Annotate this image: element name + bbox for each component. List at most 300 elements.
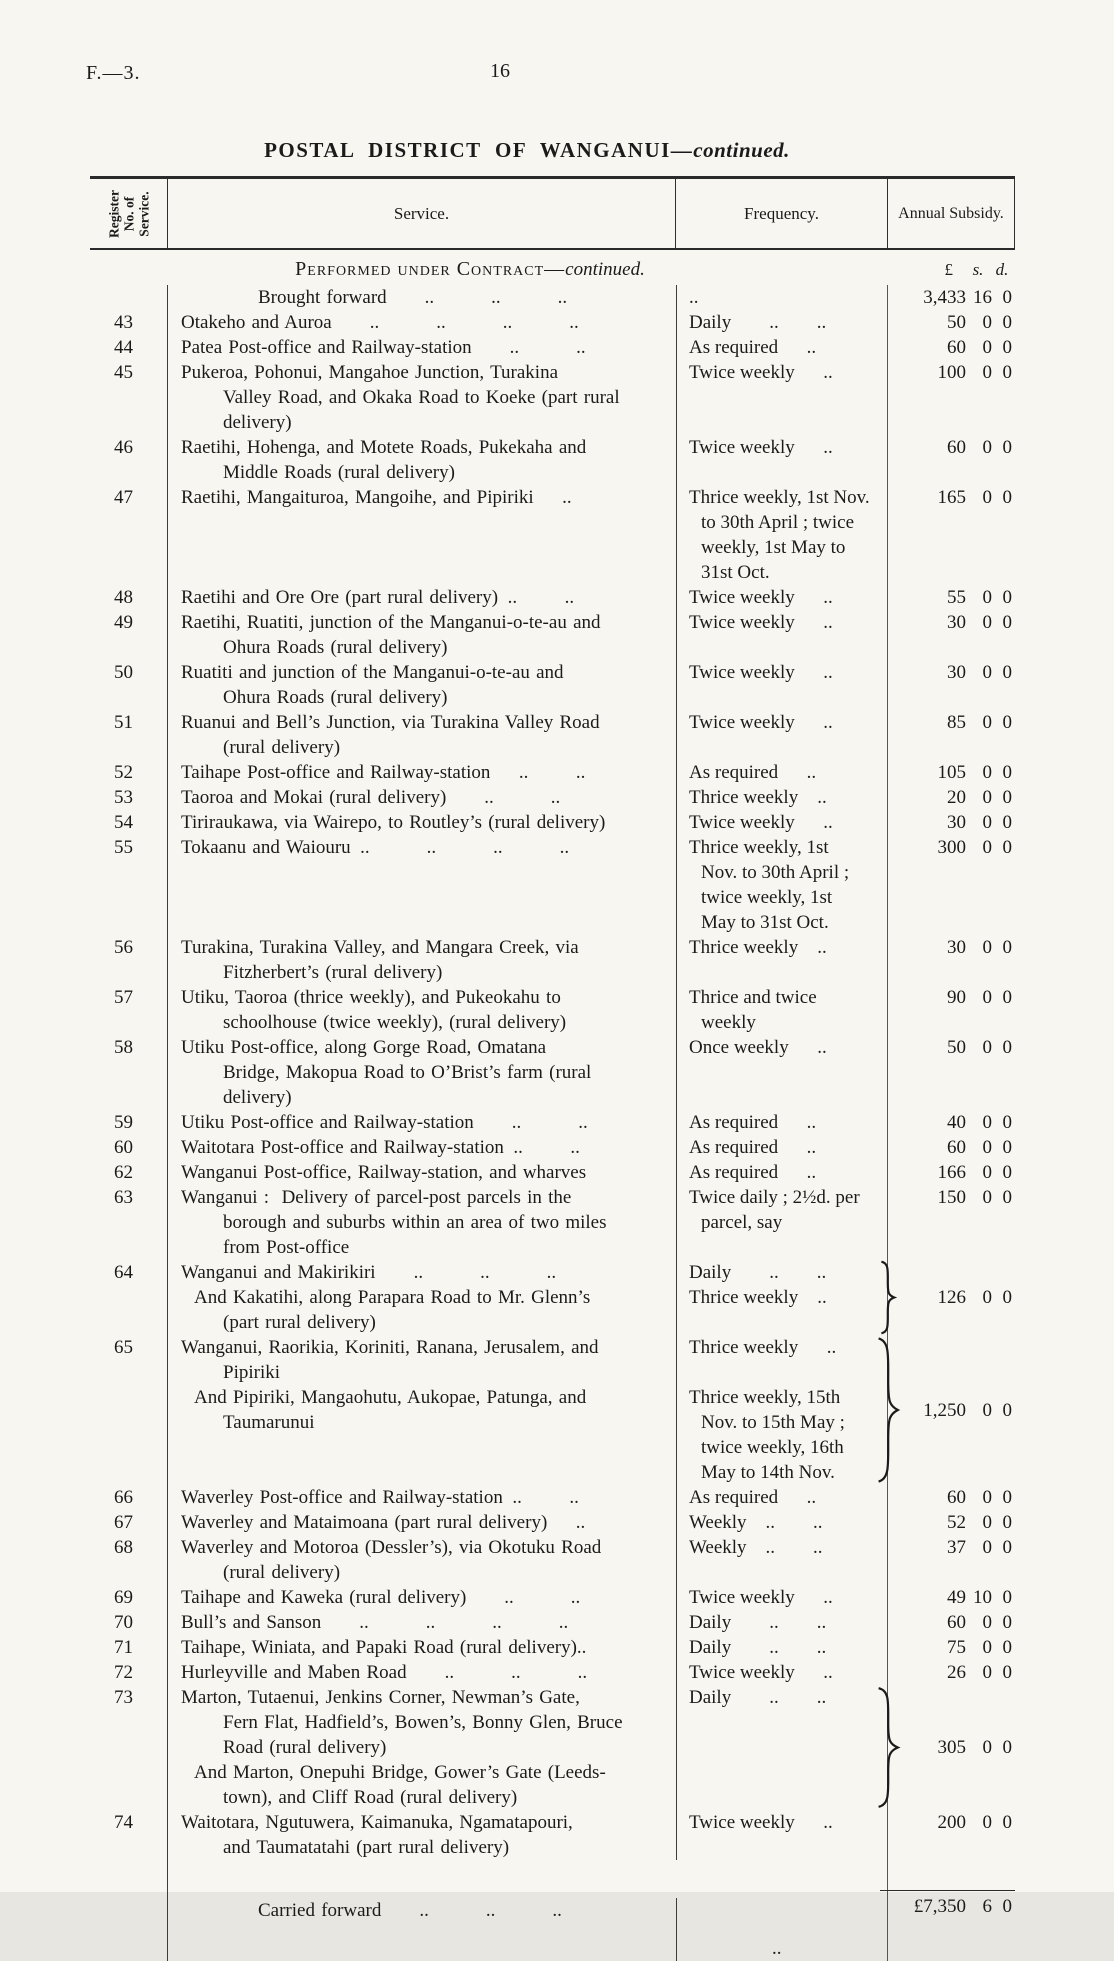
- frequency-text: As required ..: [676, 1110, 888, 1135]
- amount-pounds: 85: [947, 712, 966, 733]
- row-entry: [168, 1160, 887, 1185]
- register-header-rotated-label: Register No. of Service.: [106, 189, 151, 238]
- amount-pence: 0: [1002, 837, 1012, 858]
- register-number: 52: [114, 762, 133, 783]
- table-row: [90, 660, 1015, 710]
- amount-pounds: 50: [947, 1037, 966, 1058]
- table-body: [90, 250, 1015, 1961]
- row-entries: [167, 360, 887, 435]
- currency-header: [887, 257, 1015, 282]
- amount-shillings: 0: [982, 1662, 992, 1683]
- amount: [888, 360, 1015, 385]
- frequency-text: Once weekly ..: [676, 1035, 888, 1110]
- register-number: 64: [114, 1262, 133, 1283]
- amount-pence: 0: [1002, 1737, 1012, 1758]
- amount-cell: [887, 835, 1015, 935]
- row-entry: [168, 1285, 887, 1335]
- amount-pounds: £7,350: [913, 1896, 966, 1917]
- amount-pounds: 30: [947, 812, 966, 833]
- amount-pence: 0: [1002, 312, 1012, 333]
- amount-shillings: 0: [982, 1037, 992, 1058]
- amount-cell: [887, 1535, 1015, 1585]
- table-row: [90, 1660, 1015, 1685]
- row-entries: [167, 435, 887, 485]
- table-row: [90, 1135, 1015, 1160]
- amount-pounds: 105: [937, 762, 966, 783]
- page-number: 16: [490, 60, 510, 82]
- amount-pence: 0: [1002, 987, 1012, 1008]
- amount-pounds: 30: [947, 612, 966, 633]
- register-number: 67: [114, 1512, 133, 1533]
- register-number: 68: [114, 1537, 133, 1558]
- service-text: Turakina, Turakina Valley, and Mangara Creek, via Fitzherbert’s (rural delivery): [181, 937, 579, 983]
- row-entries: [167, 485, 887, 585]
- amount: [888, 810, 1015, 835]
- table-row: [90, 310, 1015, 335]
- frequency-text: Twice weekly ..: [676, 710, 888, 760]
- amount-cell: [887, 1035, 1015, 1110]
- amount-pence: 0: [1002, 437, 1012, 458]
- amount-cell: [887, 1685, 1015, 1810]
- amount-cell: [887, 785, 1015, 810]
- amount: [888, 1894, 1015, 1919]
- amount-cell: [887, 760, 1015, 785]
- row-entries: [167, 310, 887, 335]
- amount-pence: 0: [1002, 487, 1012, 508]
- amount-pounds: 55: [947, 587, 966, 608]
- column-header-service: Service.: [167, 179, 675, 248]
- row-entries: [167, 1260, 887, 1335]
- amount-pounds: 305: [937, 1737, 966, 1758]
- grouping-brace-icon: [879, 1261, 895, 1334]
- amount: [888, 1510, 1015, 1535]
- amount-cell: [887, 1660, 1015, 1685]
- column-header-frequency: Frequency.: [675, 179, 887, 248]
- amount: [888, 1135, 1015, 1160]
- frequency-text: Twice weekly ..: [676, 1660, 888, 1685]
- register-number: 66: [114, 1487, 133, 1508]
- table-row: [90, 1035, 1015, 1110]
- amount-pounds: 1,250: [923, 1399, 966, 1421]
- service-text: Waverley Post-office and Railway-station .. ..: [181, 1487, 579, 1508]
- row-entries: [167, 1335, 887, 1485]
- row-entries: [167, 1810, 887, 1860]
- row-entries: [167, 1510, 887, 1535]
- frequency-text: Thrice weekly ..: [676, 935, 888, 985]
- amount-pounds: 30: [947, 662, 966, 683]
- amount-shillings: 16: [973, 287, 992, 308]
- service-text: Taihape Post-office and Railway-station .. ..: [181, 762, 586, 783]
- table-row: [90, 1160, 1015, 1185]
- service-text: Taihape and Kaweka (rural delivery) .. ..: [181, 1587, 581, 1608]
- amount-pence: 0: [1002, 812, 1012, 833]
- amount-pounds: 52: [947, 1512, 966, 1533]
- service-text: Wanganui Post-office, Railway-station, and wharves: [181, 1162, 587, 1183]
- row-entry: [168, 1810, 887, 1860]
- amount-shillings: 0: [982, 1537, 992, 1558]
- row-entries: [167, 1860, 887, 1961]
- amount-pence: 0: [1002, 712, 1012, 733]
- service-text: Patea Post-office and Railway-station .. ..: [181, 337, 586, 358]
- table-row: [90, 1685, 1015, 1810]
- register-number: 44: [114, 337, 133, 358]
- register-number: 69: [114, 1587, 133, 1608]
- amount-pounds: 60: [947, 337, 966, 358]
- row-entry: [168, 310, 887, 335]
- amount-pounds: 60: [947, 1487, 966, 1508]
- frequency-text: Daily .. ..: [676, 1610, 888, 1635]
- table-row: [90, 1610, 1015, 1635]
- row-entry: [168, 1510, 887, 1535]
- row-entry: [168, 360, 887, 435]
- amount-cell: [887, 360, 1015, 435]
- amount-pence: 0: [1002, 1162, 1012, 1183]
- frequency-text: Thrice weekly ..: [676, 785, 888, 810]
- amount-cell: [887, 1185, 1015, 1260]
- amount-pounds: 200: [937, 1812, 966, 1833]
- amount-shillings: 0: [982, 662, 992, 683]
- section-heading: [167, 257, 887, 282]
- table-row: [90, 1110, 1015, 1135]
- service-text: Ruatiti and junction of the Manganui-o-te-au and Ohura Roads (rural delivery): [181, 662, 564, 708]
- frequency-text: As required ..: [676, 1160, 888, 1185]
- page-title-main: POSTAL DISTRICT OF WANGANUI—: [264, 138, 694, 162]
- amount-pence: 0: [1002, 937, 1012, 958]
- frequency-text: Thrice weekly ..: [676, 1335, 888, 1385]
- amount-cell: [887, 1510, 1015, 1535]
- row-entries: [167, 935, 887, 985]
- row-entries: [167, 810, 887, 835]
- service-text: Otakeho and Auroa .. .. .. ..: [181, 312, 579, 333]
- frequency-text: Daily .. ..: [676, 310, 888, 335]
- amount-shillings: 0: [982, 812, 992, 833]
- amount-cell: [887, 985, 1015, 1035]
- page-title-continued: continued.: [693, 138, 790, 162]
- amount-pence: 0: [1002, 362, 1012, 383]
- amount-shillings: 0: [982, 1187, 992, 1208]
- register-number: 74: [114, 1812, 133, 1833]
- service-text: Wanganui : Delivery of parcel-post parcels in the borough and suburbs within an area of two miles from Post-office: [181, 1187, 607, 1258]
- amount-cell: [887, 1135, 1015, 1160]
- amount-cell: [887, 610, 1015, 660]
- table-row: [90, 585, 1015, 610]
- amount-cell: [887, 660, 1015, 710]
- row-entries: [167, 710, 887, 760]
- row-entries: [167, 660, 887, 710]
- frequency-text: As required ..: [676, 760, 888, 785]
- service-text: Waitotara Post-office and Railway-station .. ..: [181, 1137, 580, 1158]
- frequency-text: Thrice weekly ..: [676, 1285, 888, 1335]
- amount-shillings: 0: [982, 487, 992, 508]
- register-number: 65: [114, 1337, 133, 1358]
- register-number: 50: [114, 662, 133, 683]
- amount-shillings: 0: [982, 587, 992, 608]
- frequency-text: Twice daily ; 2½d. per parcel, say: [676, 1185, 888, 1260]
- table-row: [90, 1260, 1015, 1335]
- row-entry: [168, 985, 887, 1035]
- row-entry: [168, 1110, 887, 1135]
- amount-pounds: 60: [947, 1612, 966, 1633]
- amount-shillings: 0: [982, 1487, 992, 1508]
- column-header-register: [90, 179, 167, 248]
- amount: [888, 1735, 1015, 1760]
- amount-shillings: 0: [982, 837, 992, 858]
- register-number: 45: [114, 362, 133, 383]
- frequency-text: Thrice weekly, 15th Nov. to 15th May ; twice weekly, 16th May to 14th Nov.: [676, 1385, 888, 1485]
- amount: [888, 1485, 1015, 1510]
- row-entry: [168, 285, 887, 310]
- amount-cell: [887, 435, 1015, 485]
- amount-pounds: 60: [947, 1137, 966, 1158]
- amount-pounds: 300: [937, 837, 966, 858]
- row-entries: [167, 1660, 887, 1685]
- amount-cell: [887, 1110, 1015, 1135]
- service-text: Raetihi and Ore Ore (part rural delivery) .. ..: [181, 587, 575, 608]
- amount-cell: [887, 1585, 1015, 1610]
- row-entry: [168, 335, 887, 360]
- service-text: Marton, Tutaenui, Jenkins Corner, Newman’s Gate, Fern Flat, Hadfield’s, Bowen’s, Bonny Glen, Bruce Road (rural delivery): [181, 1687, 623, 1758]
- amount-pounds: 166: [937, 1162, 966, 1183]
- register-number: 53: [114, 787, 133, 808]
- amount-pounds: 150: [937, 1187, 966, 1208]
- row-entry: [168, 485, 887, 585]
- register-number: 54: [114, 812, 133, 833]
- amount-pence: 0: [1002, 762, 1012, 783]
- table-row: [90, 335, 1015, 360]
- register-number: 56: [114, 937, 133, 958]
- amount-pounds: 20: [947, 787, 966, 808]
- row-entries: [167, 1035, 887, 1110]
- register-number: 63: [114, 1187, 133, 1208]
- amount: [888, 335, 1015, 360]
- amount: [888, 485, 1015, 510]
- frequency-text: Thrice weekly, 1st Nov. to 30th April ; twice weekly, 1st May to 31st Oct.: [676, 835, 888, 935]
- amount-pence: 0: [1002, 1812, 1012, 1833]
- frequency-text: ..: [676, 1898, 888, 1961]
- table-row: [90, 1185, 1015, 1260]
- row-entry: [168, 810, 887, 835]
- register-number: 49: [114, 612, 133, 633]
- frequency-text: Twice weekly ..: [676, 360, 888, 435]
- register-number: 47: [114, 487, 133, 508]
- row-entries: [167, 760, 887, 785]
- amount-pounds: 60: [947, 437, 966, 458]
- table-row: [90, 1860, 1015, 1961]
- service-text: Utiku Post-office, along Gorge Road, Omatana Bridge, Makopua Road to O’Brist’s farm (rural delivery): [181, 1037, 592, 1108]
- amount-pence: 0: [1002, 587, 1012, 608]
- amount-shillings: 0: [982, 1399, 992, 1421]
- register-number: 48: [114, 587, 133, 608]
- service-text: Tiriraukawa, via Wairepo, to Routley’s (rural delivery): [181, 812, 606, 833]
- service-text: Wanganui, Raorikia, Koriniti, Ranana, Jerusalem, and Pipiriki: [181, 1337, 599, 1383]
- amount-pounds: 90: [947, 987, 966, 1008]
- register-number: 73: [114, 1687, 133, 1708]
- amount-cell: [887, 1260, 1015, 1335]
- table-row: [90, 1535, 1015, 1585]
- amount-shillings: 0: [982, 987, 992, 1008]
- row-entries: [167, 610, 887, 660]
- table-row: [90, 1810, 1015, 1860]
- frequency-text: ..: [676, 285, 888, 310]
- amount: [888, 760, 1015, 785]
- amount-pounds: 75: [947, 1637, 966, 1658]
- row-entries: [167, 1485, 887, 1510]
- amount-cell: [887, 1485, 1015, 1510]
- amount-pence: 0: [1002, 1112, 1012, 1133]
- frequency-text: [676, 1760, 888, 1810]
- row-entries: [167, 1685, 887, 1810]
- amount: [888, 1285, 1015, 1310]
- row-entries: [167, 1160, 887, 1185]
- register-number: 55: [114, 837, 133, 858]
- service-text: Utiku Post-office and Railway-station .. ..: [181, 1112, 588, 1133]
- service-text: Raetihi, Ruatiti, junction of the Manganui-o-te-au and Ohura Roads (rural delivery): [181, 612, 601, 658]
- service-text: And Kakatihi, along Parapara Road to Mr. Glenn’s (part rural delivery): [194, 1287, 591, 1333]
- row-entries: [167, 1535, 887, 1585]
- service-text: Ruanui and Bell’s Junction, via Turakina Valley Road (rural delivery): [181, 712, 600, 758]
- frequency-text: Twice weekly ..: [676, 1810, 888, 1860]
- row-entry: [168, 585, 887, 610]
- row-entries: [167, 1110, 887, 1135]
- amount-pence: 0: [1002, 1137, 1012, 1158]
- table-row: [90, 285, 1015, 310]
- table-header: [90, 176, 1015, 250]
- amount: [888, 1660, 1015, 1685]
- shillings-symbol: s.: [972, 260, 984, 279]
- row-entries: [167, 285, 887, 310]
- amount-cell: [887, 1860, 1015, 1961]
- row-entry: [168, 1898, 887, 1961]
- amount-cell: [887, 935, 1015, 985]
- section-heading-continued: continued.: [565, 259, 645, 280]
- carry-label: Brought forward .. .. ..: [258, 287, 568, 308]
- service-text: Pukeroa, Pohonui, Mangahoe Junction, Turakina Valley Road, and Okaka Road to Koeke (part rural delivery): [181, 362, 620, 433]
- register-number: [90, 285, 167, 310]
- amount-pence: 0: [1002, 1662, 1012, 1683]
- amount: [888, 435, 1015, 460]
- table-row: [90, 835, 1015, 935]
- amount-pence: 0: [1002, 1896, 1012, 1917]
- row-entry: [168, 1685, 887, 1760]
- row-entry: [168, 1035, 887, 1110]
- amount: [888, 1610, 1015, 1635]
- frequency-text: Twice weekly ..: [676, 1585, 888, 1610]
- service-text: Taihape, Winiata, and Papaki Road (rural delivery)..: [181, 1637, 587, 1658]
- amount-cell: [887, 485, 1015, 585]
- amount: [888, 1185, 1015, 1210]
- page-title: [0, 138, 1054, 163]
- row-entry: [168, 1185, 887, 1260]
- service-text: Utiku, Taoroa (thrice weekly), and Pukeokahu to schoolhouse (twice weekly), (rural delivery): [181, 987, 567, 1033]
- service-text: Raetihi, Hohenga, and Motete Roads, Pukekaha and Middle Roads (rural delivery): [181, 437, 587, 483]
- amount-shillings: 0: [982, 1162, 992, 1183]
- table-row: [90, 710, 1015, 760]
- amount-pence: 0: [1002, 1587, 1012, 1608]
- row-entry: [168, 1385, 887, 1485]
- amount-pounds: 30: [947, 937, 966, 958]
- row-entry: [168, 1660, 887, 1685]
- amount: [888, 310, 1015, 335]
- table-row: [90, 1585, 1015, 1610]
- amount-shillings: 0: [982, 362, 992, 383]
- amount-pounds: 49: [947, 1587, 966, 1608]
- row-entry: [168, 1135, 887, 1160]
- grouping-brace-icon: [875, 1337, 899, 1483]
- frequency-text: Daily .. ..: [676, 1685, 888, 1760]
- frequency-text: Twice weekly ..: [676, 610, 888, 660]
- amount-pounds: 40: [947, 1112, 966, 1133]
- service-text: Waverley and Mataimoana (part rural delivery) ..: [181, 1512, 586, 1533]
- amount: [888, 835, 1015, 860]
- amount: [888, 585, 1015, 610]
- service-text: Tokaanu and Waiouru .. .. .. ..: [181, 837, 570, 858]
- frequency-text: Weekly .. ..: [676, 1510, 888, 1535]
- amount-pence: 0: [1002, 1187, 1012, 1208]
- amount-shillings: 0: [982, 1612, 992, 1633]
- amount-pence: 0: [1002, 1399, 1012, 1421]
- amount-cell: [887, 335, 1015, 360]
- amount-pence: 0: [1002, 787, 1012, 808]
- table-row: [90, 610, 1015, 660]
- amount-pence: 0: [1002, 1037, 1012, 1058]
- amount-pence: 0: [1002, 1637, 1012, 1658]
- amount: [888, 1810, 1015, 1835]
- amount-shillings: 0: [982, 712, 992, 733]
- amount: [888, 935, 1015, 960]
- amount-cell: [887, 710, 1015, 760]
- amount: [888, 660, 1015, 685]
- table-row: [90, 760, 1015, 785]
- amount-pence: 0: [1002, 612, 1012, 633]
- frequency-text: Weekly .. ..: [676, 1535, 888, 1585]
- row-entries: [167, 1635, 887, 1660]
- amount-pence: 0: [1002, 662, 1012, 683]
- amount-cell: [887, 810, 1015, 835]
- row-entries: [167, 835, 887, 935]
- register-number: 57: [114, 987, 133, 1008]
- rows-container: [90, 285, 1015, 1961]
- amount-shillings: 0: [982, 1512, 992, 1533]
- service-text: Waverley and Motoroa (Dessler’s), via Okotuku Road (rural delivery): [181, 1537, 602, 1583]
- sheet-reference: F.—3.: [86, 62, 141, 84]
- service-text: Bull’s and Sanson .. .. .. ..: [181, 1612, 569, 1633]
- row-entry: [168, 1635, 887, 1660]
- column-header-annual-subsidy: Annual Subsidy.: [887, 179, 1015, 248]
- amount-cell: [887, 1610, 1015, 1635]
- amount-shillings: 0: [982, 937, 992, 958]
- row-entry: [168, 760, 887, 785]
- service-text: Waitotara, Ngutuwera, Kaimanuka, Ngamatapouri, and Taumatatahi (part rural delivery): [181, 1812, 573, 1858]
- amount-pounds: 165: [937, 487, 966, 508]
- row-entry: [168, 785, 887, 810]
- table-row: [90, 935, 1015, 985]
- frequency-text: As required ..: [676, 1485, 888, 1510]
- amount-pounds: 100: [937, 362, 966, 383]
- amount-shillings: 0: [982, 612, 992, 633]
- amount-cell: [887, 1810, 1015, 1860]
- amount-shillings: 0: [982, 437, 992, 458]
- row-entries: [167, 585, 887, 610]
- register-number: 71: [114, 1637, 133, 1658]
- amount-cell: [887, 585, 1015, 610]
- pounds-symbol: £: [944, 260, 953, 279]
- amount-shillings: 10: [973, 1587, 992, 1608]
- amount-pence: 0: [1002, 1287, 1012, 1308]
- table-row: [90, 1335, 1015, 1485]
- table-row: [90, 435, 1015, 485]
- service-text: Taoroa and Mokai (rural delivery) .. ..: [181, 787, 561, 808]
- section-heading-row: [90, 250, 1015, 285]
